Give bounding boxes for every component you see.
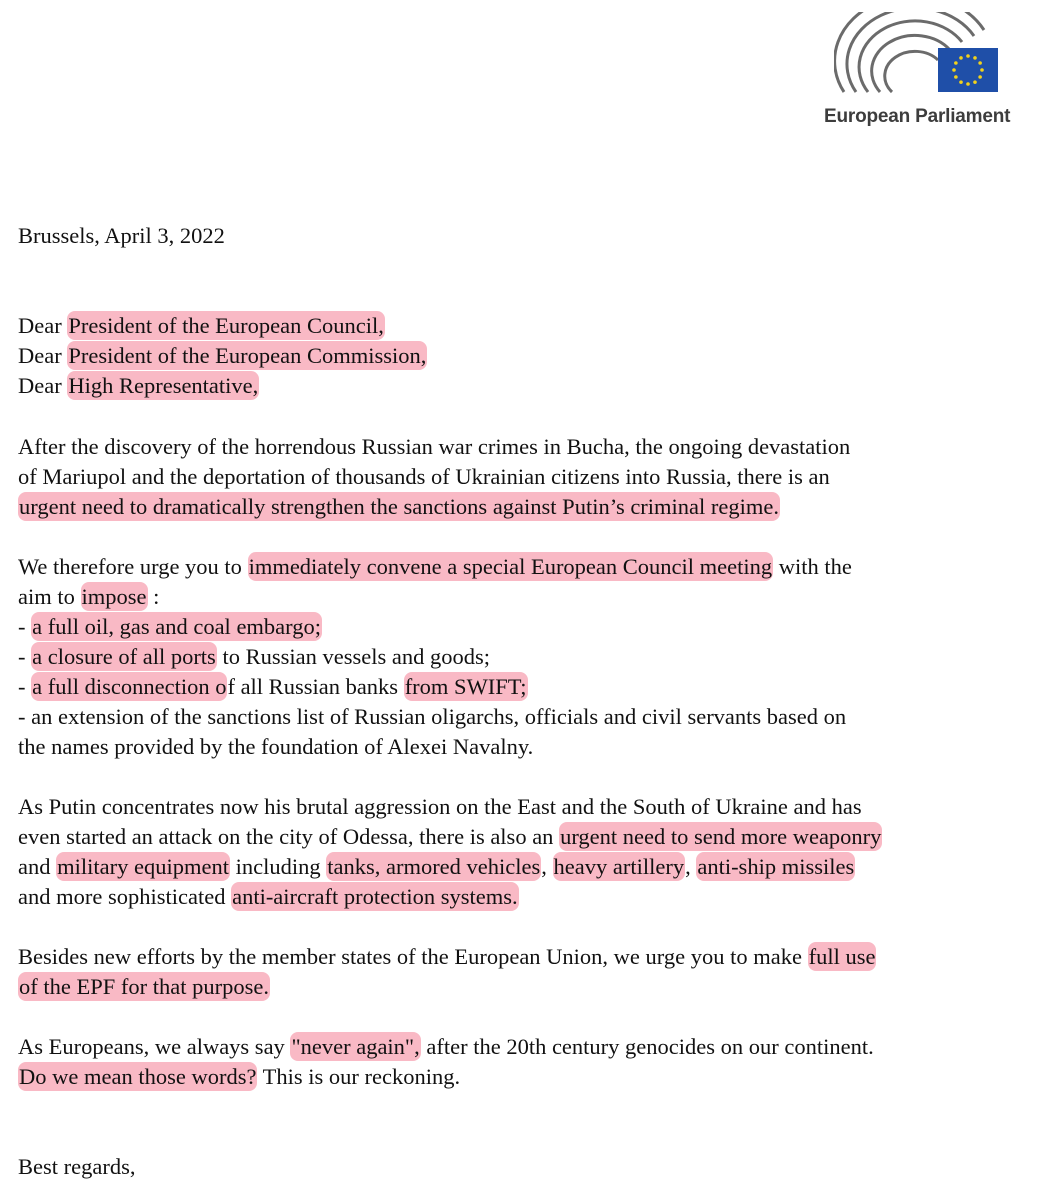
text-run: , [685,854,697,879]
text-run: with the [773,554,852,579]
text-run: aim to [18,584,81,609]
salutation-recipient: President of the European Council, [68,313,384,338]
text-run: We therefore urge you to [18,554,248,579]
highlight: anti-aircraft protection systems. [232,884,518,909]
salutation-prefix: Dear [18,343,68,368]
bullet-dash: - [18,614,32,639]
paragraph-4-line-1 [18,942,876,972]
salutation-recipient: High Representative, [68,373,259,398]
hemicycle-eu-flag-icon [834,12,1004,98]
bullet-dash: - [18,644,32,669]
bullet-swift [18,672,528,702]
eu-star [978,75,982,79]
highlight: impose [81,584,147,609]
eu-star [973,56,977,60]
paragraph-3-line-4 [18,882,519,912]
salutation-1 [18,311,385,341]
text-run: after the 20th century genocides on our continent. [420,1034,874,1059]
highlight: a full disconnection o [32,674,227,699]
paragraph-2-line-1 [18,552,852,582]
text-run: including [229,854,327,879]
highlight: from SWIFT; [404,674,527,699]
highlight: heavy artillery [553,854,685,879]
highlight: military equipment [57,854,229,879]
bullet-dash: - [18,674,32,699]
paragraph-5-line-2 [18,1062,460,1092]
eu-star [954,61,958,65]
text-run: even started an attack on the city of Odessa, there is also an [18,824,560,849]
paragraph-3-line-2 [18,822,882,852]
paragraph-4-line-2 [18,972,270,1002]
bullet-ports [18,642,490,672]
text-run: and more sophisticated [18,884,232,909]
text-run: f all Russian banks [227,674,404,699]
salutation-prefix: Dear [18,313,68,338]
eu-star [954,75,958,79]
date-line: Brussels, April 3, 2022 [18,223,225,248]
bullet-sanctions-list-1: - an extension of the sanctions list of Russian oligarchs, officials and civil servants based on [18,704,847,729]
paragraph-2-line-2 [18,582,159,612]
highlight: Do we mean those words? [19,1064,257,1089]
salutation-recipient: President of the European Commission, [68,343,427,368]
eu-star [959,56,963,60]
salutation-2 [18,341,427,371]
text-run: and [18,854,57,879]
text-run: , [541,854,553,879]
text-run: to Russian vessels and goods; [216,644,490,669]
bullet-embargo [18,612,322,642]
salutation-3 [18,371,259,401]
eu-star [973,80,977,84]
paragraph-1-line-3 [18,492,780,522]
highlight: "never again", [291,1034,420,1059]
highlight: a closure of all ports [32,644,216,669]
eu-star [978,61,982,65]
highlight: of the EPF for that purpose. [19,974,269,999]
salutation-prefix: Dear [18,373,68,398]
eu-star [966,82,970,86]
text-run: As Europeans, we always say [18,1034,291,1059]
eu-star [952,68,956,72]
paragraph-1-line-2: of Mariupol and the deportation of thousands of Ukrainian citizens into Russia, there is an [18,464,830,489]
highlight: immediately convene a special European Council meeting [248,554,773,579]
paragraph-3-line-1: As Putin concentrates now his brutal aggression on the East and the South of Ukraine and has [18,794,862,819]
text-run: This is our reckoning. [257,1064,461,1089]
text-run: : [147,584,160,609]
text-run: Besides new efforts by the member states of the European Union, we urge you to make [18,944,808,969]
eu-star [980,68,984,72]
paragraph-5-line-1 [18,1032,874,1062]
org-name: European Parliament [824,106,1011,127]
highlight: full use [808,944,876,969]
paragraph-3-line-3 [18,852,855,882]
eu-star [966,54,970,58]
highlight: urgent need to send more weaponry [560,824,882,849]
highlight: tanks, armored vehicles [327,854,541,879]
eu-star [959,80,963,84]
letterhead [820,12,1010,132]
bullet-sanctions-list-2: the names provided by the foundation of Alexei Navalny. [18,734,534,759]
highlight: anti-ship missiles [697,854,855,879]
highlight: urgent need to dramatically strengthen the sanctions against Putin’s criminal regime. [19,494,780,519]
closing: Best regards, [18,1154,136,1179]
highlight: a full oil, gas and coal embargo; [32,614,321,639]
paragraph-1-line-1: After the discovery of the horrendous Russian war crimes in Bucha, the ongoing devastation [18,434,851,459]
